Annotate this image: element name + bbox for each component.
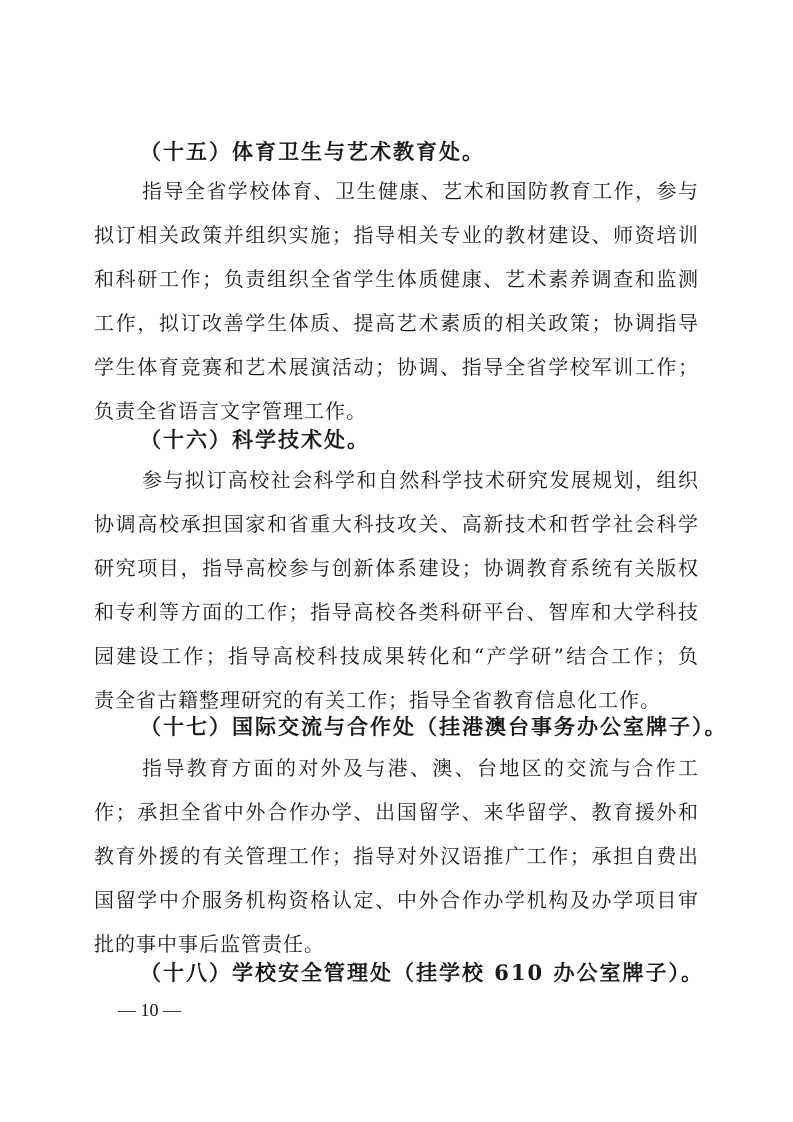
section-paragraph [94,458,698,722]
paragraph-line: 指导全省学校体育、卫生健康、艺术和国防教育工作，参与 [142,179,698,203]
paragraph-line: 园建设工作；指导高校科技成果转化和“产学研”结合工作；负 [94,644,698,668]
paragraph-line: 国留学中介服务机构资格认定、中外合作办学机构及办学项目审 [94,888,698,912]
paragraph-line: 研究项目，指导高校参与创新体系建设；协调教育系统有关版权 [94,556,698,580]
section-heading: （十七）国际交流与合作处（挂港澳台事务办公室牌子）。 [140,714,728,739]
paragraph-line: 参与拟订高校社会科学和自然科学技术研究发展规划，组织 [142,468,698,492]
paragraph-line: 拟订相关政策并组织实施；指导相关专业的教材建设、师资培训 [94,223,698,247]
paragraph-line: 工作，拟订改善学生体质、提高艺术素质的相关政策；协调指导 [94,311,698,335]
paragraph-line: 责全省古籍整理研究的有关工作；指导全省教育信息化工作。 [94,688,661,712]
paragraph-line: 学生体育竞赛和艺术展演活动；协调、指导全省学校军训工作； [94,355,698,379]
paragraph-line: 批的事中事后监管责任。 [94,932,325,956]
paragraph-line: 协调高校承担国家和省重大科技攻关、高新技术和哲学社会科学 [94,512,698,536]
paragraph-line: 指导教育方面的对外及与港、澳、台地区的交流与合作工 [142,756,698,780]
section-heading: （十八）学校安全管理处（挂学校 610 办公室牌子）。 [140,960,704,985]
paragraph-line: 和科研工作；负责组织全省学生体质健康、艺术素养调查和监测 [94,267,698,291]
section-paragraph [94,169,698,433]
paragraph-line: 和专利等方面的工作；指导高校各类科研平台、智库和大学科技 [94,600,698,624]
section-heading: （十五）体育卫生与艺术教育处。 [140,139,485,164]
section-heading: （十六）科学技术处。 [140,427,370,452]
paragraph-line: 教育外援的有关管理工作；指导对外汉语推广工作；承担自费出 [94,844,698,868]
page-number: — 10 — [118,1000,181,1020]
section-paragraph [94,746,698,966]
paragraph-line: 负责全省语言文字管理工作。 [94,399,367,423]
paragraph-line: 作；承担全省中外合作办学、出国留学、来华留学、教育援外和 [94,800,698,824]
